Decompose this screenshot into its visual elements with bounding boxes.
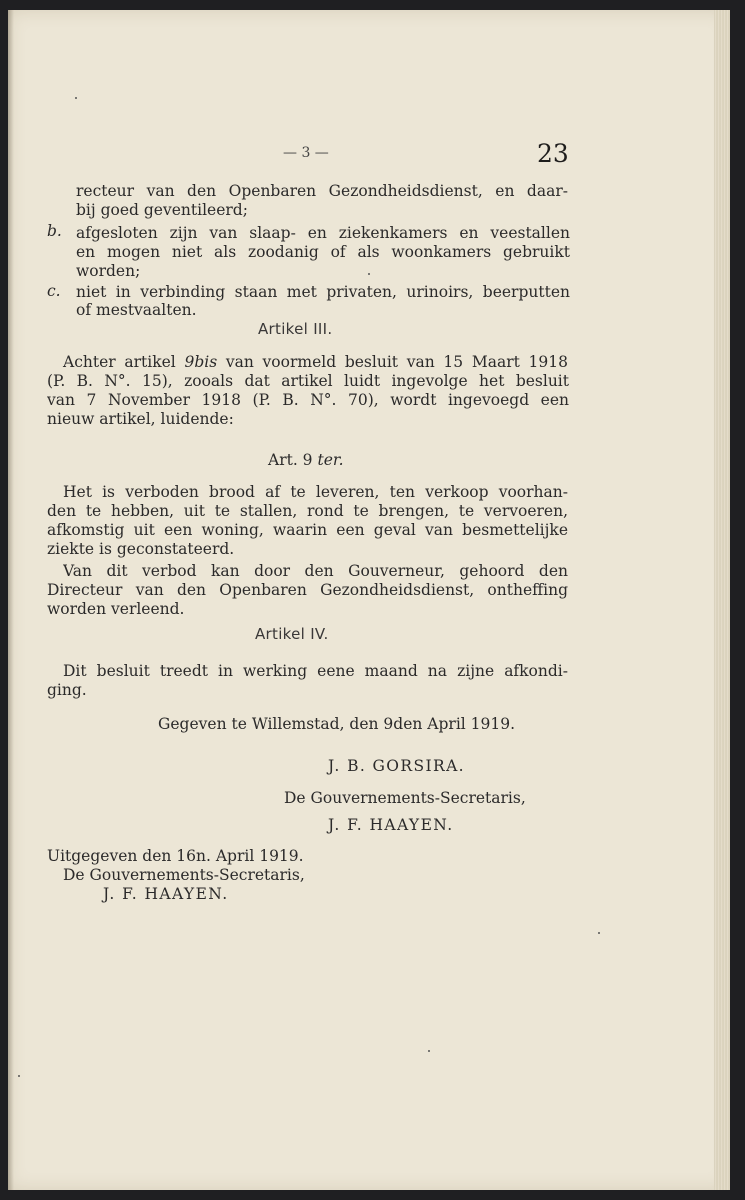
given-at-line: Gegeven te Willemstad, den 9den April 1919. xyxy=(158,715,516,733)
text-line: Dit besluit treedt in werking eene maand na zijne afkondi- xyxy=(63,662,568,680)
text-line: worden verleend. xyxy=(47,600,185,618)
text-line: Achter artikel 9bis van voormeld besluit van 15 Maart 1918 xyxy=(63,353,568,371)
text-line: (P. B. N°. 15), zooals dat artikel luidt ingevolge het besluit xyxy=(47,372,569,390)
paper-speck xyxy=(428,1050,430,1052)
secretary-title: De Gouvernements-Secretaris, xyxy=(284,789,526,807)
text-line: recteur van den Openbaren Gezondheidsdienst, en daar- xyxy=(76,182,568,200)
section-heading-artikel-3: Artikel III. xyxy=(258,320,333,338)
publication-secretary-title: De Gouvernements-Secretaris, xyxy=(63,866,305,884)
paper-speck xyxy=(75,97,77,99)
governor-signature: J. B. GORSIRA. xyxy=(328,757,466,775)
text-line: of mestvaalten. xyxy=(76,301,197,319)
list-marker-b: b. xyxy=(47,222,62,240)
text-line: worden; xyxy=(76,262,141,280)
text-line: ging. xyxy=(47,681,87,699)
text-line: Directeur van den Openbaren Gezondheidsdienst, ontheffing xyxy=(47,581,568,599)
text-line: bij goed geventileerd; xyxy=(76,201,248,219)
text-line: niet in verbinding staan met privaten, urinoirs, beerputten xyxy=(76,283,570,301)
paper-speck xyxy=(368,273,370,275)
text-line: Van dit verbod kan door den Gouverneur, gehoord den xyxy=(63,562,568,580)
publication-date: Uitgegeven den 16n. April 1919. xyxy=(47,847,304,865)
page-number: 23 xyxy=(537,139,569,168)
text-line: ziekte is geconstateerd. xyxy=(47,540,235,558)
list-marker-c: c. xyxy=(47,282,61,300)
publication-secretary-name: J. F. HAAYEN. xyxy=(103,885,229,903)
text-line: van 7 November 1918 (P. B. N°. 70), wordt ingevoegd een xyxy=(47,391,569,409)
text-line: afkomstig uit een woning, waarin een geval van besmettelijke xyxy=(47,521,568,539)
section-heading-art-9-ter: Art. 9 ter. xyxy=(268,451,344,469)
text-line: Het is verboden brood af te leveren, ten verkoop voorhan- xyxy=(63,483,568,501)
text-line: nieuw artikel, luidende: xyxy=(47,410,234,428)
paper-speck xyxy=(18,1075,20,1077)
text-line: afgesloten zijn van slaap- en ziekenkamers en veestallen xyxy=(76,224,570,242)
paper-speck xyxy=(598,932,600,934)
text-line: en mogen niet als zoodanig of als woonkamers gebruikt xyxy=(76,243,570,261)
text-line: den te hebben, uit te stallen, rond te brengen, te vervoeren, xyxy=(47,502,568,520)
section-heading-artikel-4: Artikel IV. xyxy=(255,625,329,643)
running-page-number: — 3 — xyxy=(283,145,329,161)
secretary-signature: J. F. HAAYEN. xyxy=(328,816,454,834)
